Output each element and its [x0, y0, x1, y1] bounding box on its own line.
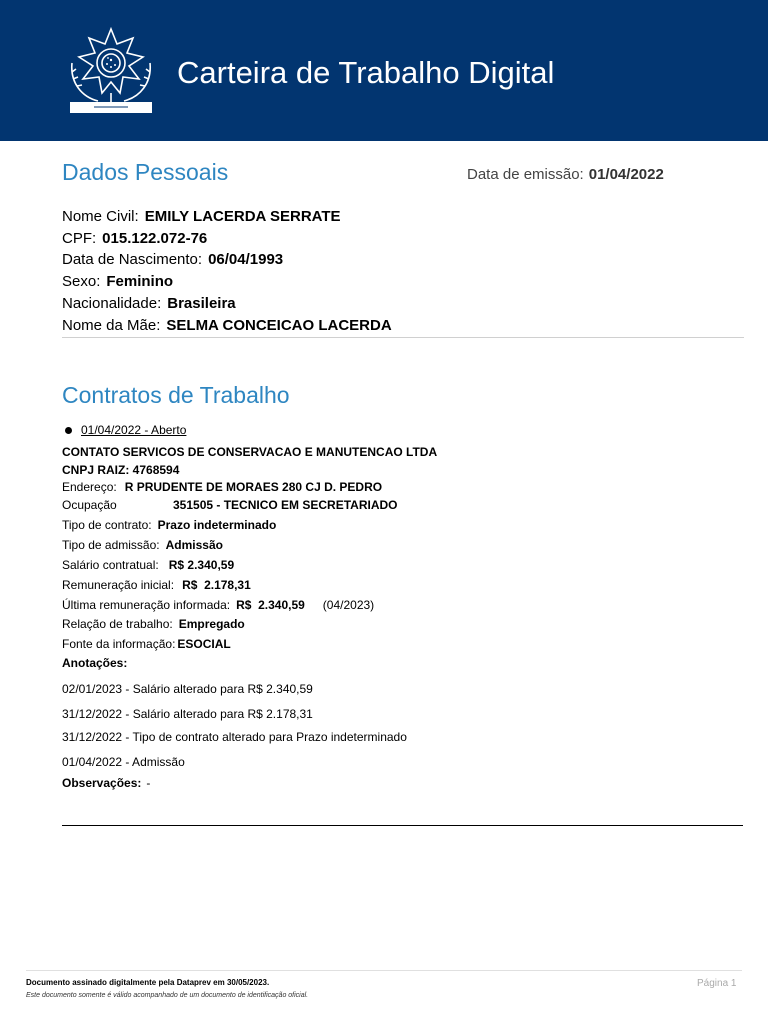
last-pay-value: R$ 2.340,59 [236, 598, 305, 612]
annotation-item: 02/01/2023 - Salário alterado para R$ 2.340,59 [62, 682, 313, 696]
source-row [62, 636, 231, 652]
cpf-row [62, 229, 207, 249]
contract-type-value: Prazo indeterminado [157, 518, 277, 532]
field-label: Nome Civil: [62, 208, 139, 225]
birth-date-row [62, 250, 283, 270]
bullet-icon [65, 427, 72, 434]
emission-value: 01/04/2022 [588, 166, 664, 183]
emission-date [467, 165, 664, 185]
occupation-label: Ocupação [62, 498, 117, 512]
address-label: Endereço: [62, 480, 117, 494]
app-header [0, 0, 768, 141]
footer-signature: Documento assinado digitalmente pela Dataprev em 30/05/2023. [26, 978, 270, 987]
field-label: Nacionalidade: [62, 295, 162, 312]
field-label: Nome da Mãe: [62, 317, 161, 334]
salary-row [62, 557, 234, 573]
mother-name-value: SELMA CONCEICAO LACERDA [166, 317, 392, 334]
field-label: Sexo: [62, 273, 101, 290]
occupation-row [62, 497, 398, 513]
mother-name-row [62, 316, 392, 336]
footer-note: Este documento somente é válido acompanhado de um documento de identificação oficial. [26, 992, 309, 999]
sex-row [62, 272, 173, 292]
nationality-row [62, 294, 236, 314]
contract-type-row [62, 517, 276, 533]
emission-label: Data de emissão: [467, 166, 584, 183]
observations-label: Observações: [62, 776, 142, 790]
contract-header-link[interactable]: 01/04/2022 - Aberto [81, 423, 187, 437]
initial-pay-row [62, 577, 251, 593]
annotation-item: 31/12/2022 - Salário alterado para R$ 2.178,31 [62, 707, 313, 721]
salary-value: R$ 2.340,59 [168, 558, 235, 572]
annotation-item: 01/04/2022 - Admissão [62, 755, 185, 769]
relation-value: Empregado [178, 617, 245, 631]
app-title: Carteira de Trabalho Digital [177, 55, 555, 90]
cpf-value: 015.122.072-76 [102, 230, 208, 247]
initial-pay-label: Remuneração inicial: [62, 578, 175, 592]
civil-name-value: EMILY LACERDA SERRATE [144, 208, 341, 225]
address-value: R PRUDENTE DE MORAES 280 CJ D. PEDRO [124, 480, 383, 494]
observations-value: - [146, 776, 151, 790]
address-row [62, 479, 382, 495]
cnpj: CNPJ RAIZ: 4768594 [62, 463, 180, 477]
occupation-value: 351505 - TECNICO EM SECRETARIADO [173, 498, 398, 512]
personal-data-title: Dados Pessoais [62, 159, 229, 185]
last-pay-period: (04/2023) [322, 598, 375, 612]
relation-row [62, 616, 245, 632]
contract-end-divider [62, 825, 743, 826]
relation-label: Relação de trabalho: [62, 617, 173, 631]
admission-type-label: Tipo de admissão: [62, 538, 160, 552]
nationality-value: Brasileira [167, 295, 236, 312]
annotation-item: 31/12/2022 - Tipo de contrato alterado para Prazo indeterminado [62, 730, 407, 744]
contracts-title: Contratos de Trabalho [62, 382, 290, 408]
contract-type-label: Tipo de contrato: [62, 518, 152, 532]
field-label: CPF: [62, 230, 97, 247]
birth-date-value: 06/04/1993 [208, 251, 284, 268]
salary-label: Salário contratual: [62, 558, 159, 572]
civil-name-row [62, 207, 341, 227]
sex-value: Feminino [106, 273, 174, 290]
footer-divider [26, 970, 742, 971]
annotations-label: Anotações: [62, 656, 128, 670]
last-pay-row [62, 597, 374, 613]
last-pay-label: Última remuneração informada: [62, 598, 231, 612]
admission-type-value: Admissão [165, 538, 223, 552]
company-name: CONTATO SERVICOS DE CONSERVACAO E MANUTENCAO LTDA [62, 445, 438, 459]
field-label: Data de Nascimento: [62, 251, 203, 268]
page-number: Página 1 [697, 978, 737, 989]
source-label: Fonte da informação: [62, 637, 176, 651]
section-divider [62, 337, 744, 338]
initial-pay-value: R$ 2.178,31 [182, 578, 251, 592]
brazil-coat-of-arms-icon [64, 27, 158, 117]
admission-type-row [62, 537, 223, 553]
source-value: ESOCIAL [177, 637, 231, 651]
observations-row [62, 775, 150, 791]
